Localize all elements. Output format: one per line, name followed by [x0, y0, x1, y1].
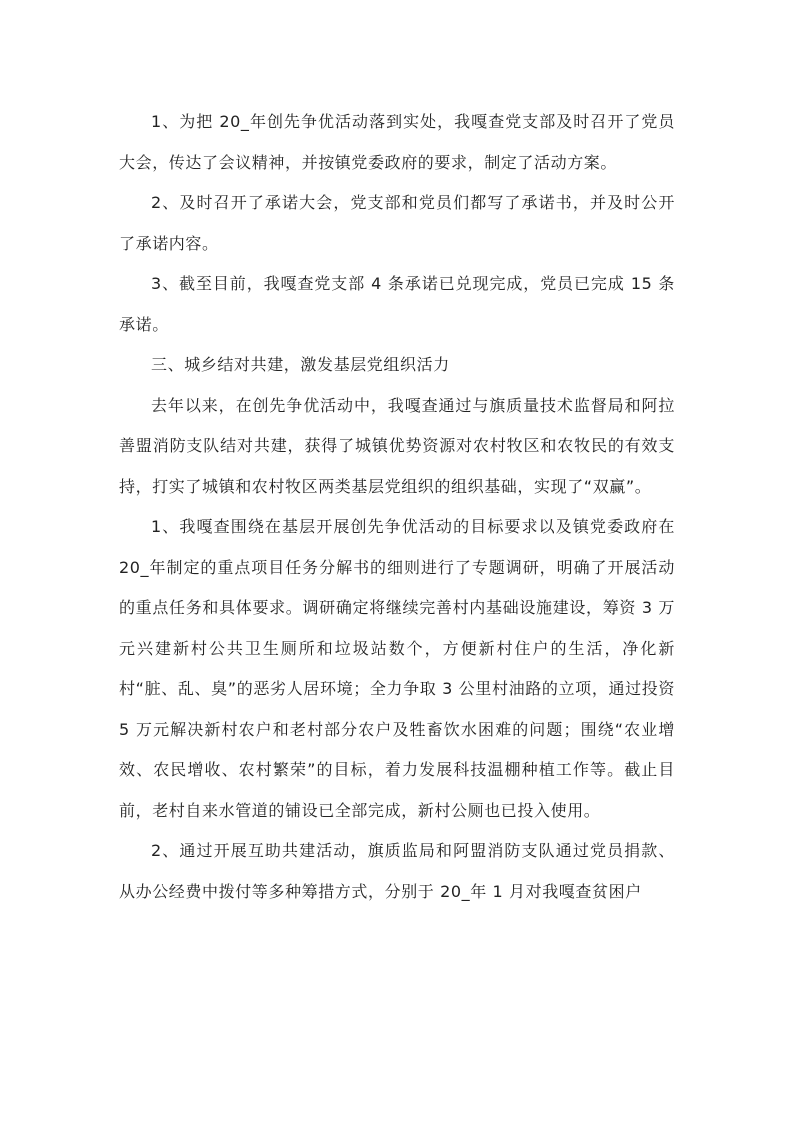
paragraph-commitment-1: 1、为把 20_年创先争优活动落到实处，我嘎查党支部及时召开了党员大会，传达了会议精神，并按镇党委政府的要求，制定了活动方案。	[119, 112, 675, 172]
paragraph-commitment-3: 3、截至目前，我嘎查党支部 4 条承诺已兑现完成，党员已完成 15 条承诺。	[119, 274, 675, 334]
paragraph-item-1: 1、我嘎查围绕在基层开展创先争优活动的目标要求以及镇党委政府在 20_年制定的重点项目任务分解书的细则进行了专题调研，明确了开展活动的重点任务和具体要求。调研确定将继续完善村内基础设施建设，筹资 3 万元兴建新村公共卫生厕所和垃圾站数个，方便新村住户的生活，净化新村“脏、乱、臭”的恶劣人居环境；全力争取 3 公里村油路的立项，通过投资 5 万元解决新村农户和老村部分农户及牲畜饮水困难的问题；围绕“农业增效、农民增收、农村繁荣”的目标，着力发展科技温棚种植工作等。截止目前，老村自来水管道的铺设已全部完成，新村公厕也已投入使用。	[119, 517, 675, 820]
paragraph-item-2: 2、通过开展互助共建活动，旗质监局和阿盟消防支队通过党员捐款、从办公经费中拨付等多种筹措方式，分别于 20_年 1 月对我嘎查贫困户	[119, 841, 675, 901]
paragraph-intro: 去年以来，在创先争优活动中，我嘎查通过与旗质量技术监督局和阿拉善盟消防支队结对共建，获得了城镇优势资源对农村牧区和农牧民的有效支持，打实了城镇和农村牧区两类基层党组织的组织基础，实现了“双赢”。	[119, 395, 675, 496]
document-body	[119, 102, 675, 912]
section-heading: 三、城乡结对共建，激发基层党组织活力	[151, 355, 450, 374]
paragraph-commitment-2: 2、及时召开了承诺大会，党支部和党员们都写了承诺书，并及时公开了承诺内容。	[119, 193, 675, 253]
